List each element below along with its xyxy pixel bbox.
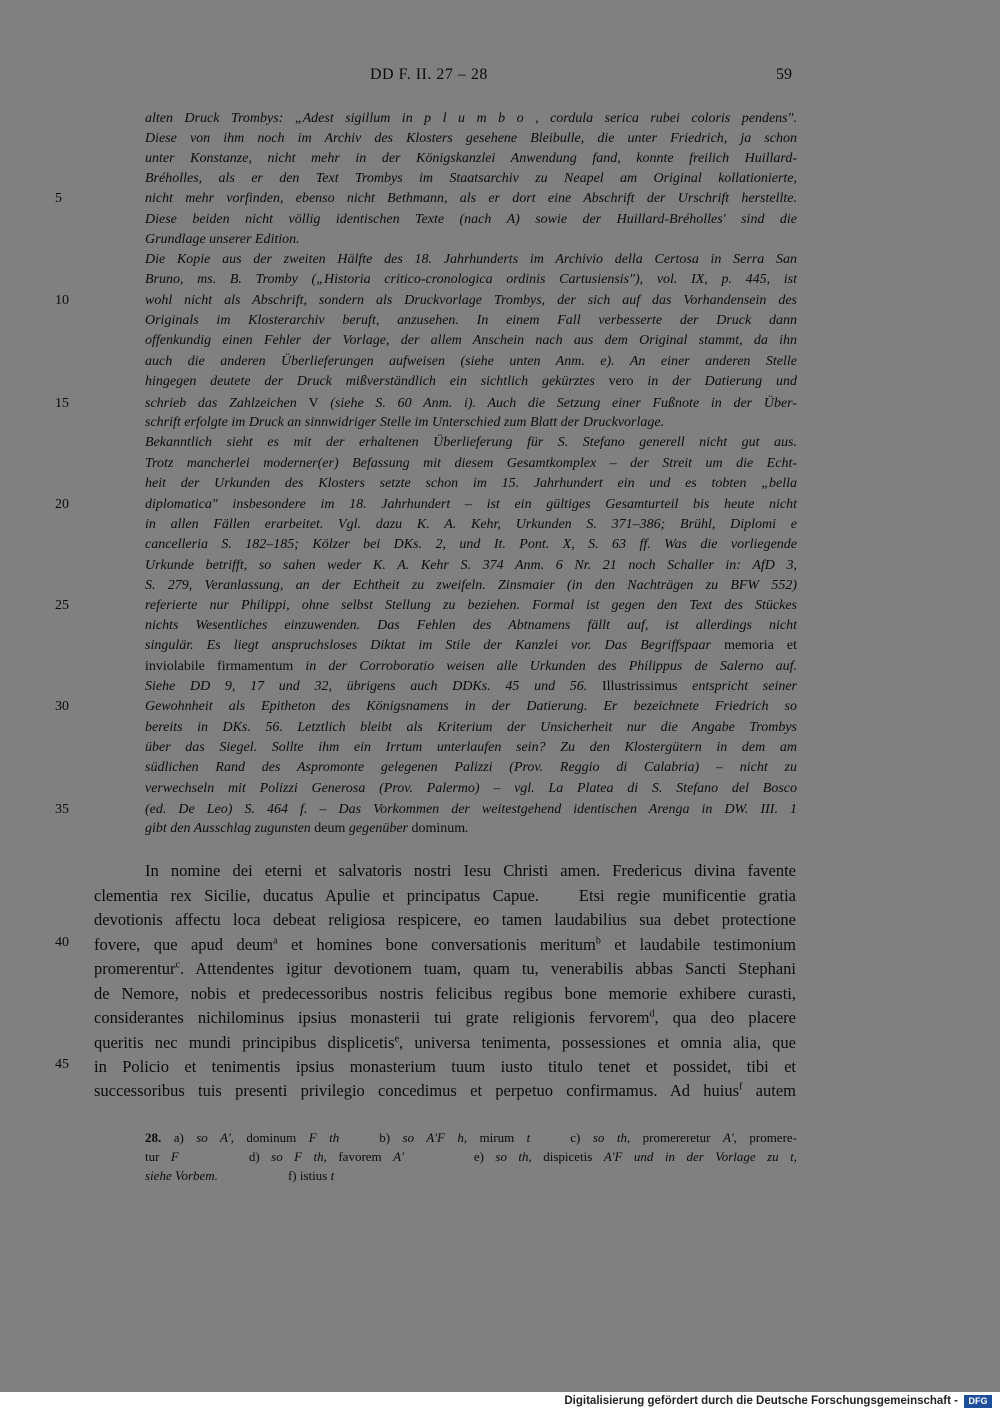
charter-line: fovere, que apud deum$^a$ et homines bone conversationis meritum$^b$ et laudabile testimonium: [94, 935, 796, 954]
commentary-line: singulär. Es liegt anspruchsloses Diktat im Stile der Kanzlei vor. Das Begriffspaar memoria et: [145, 638, 797, 653]
commentary-line: in allen Fällen erarbeitet. Vgl. dazu K. A. Kehr, Urkunden S. 371–386; Brühl, Diplomi e: [145, 517, 797, 532]
page-number: 59: [776, 66, 792, 83]
charter-line: considerantes nichilominus ipsius monasterii tui grate religionis fervorem$^d$, qua deo placere: [94, 1008, 796, 1027]
commentary-line: Siehe DD 9, 17 und 32, übrigens auch DDKs. 45 und 56. Illustrissimus entspricht seiner: [145, 679, 797, 694]
commentary-line: hingegen deutete der Druck mißverständlich ein sichtlich gekürztes vero in der Datierung und: [145, 374, 797, 389]
charter-line: successoribus tuis presenti privilegio concedimus et perpetuo confirmamus. Ad huius$^f$ autem: [94, 1081, 796, 1100]
charter-line: queritis nec mundi principibus displicetis$^e$, universa tenimenta, possessiones et omnia alia, que: [94, 1033, 796, 1052]
line-number: 30: [55, 699, 69, 714]
footnote-line: tur F d) so F th, favorem A' e) so th, dispicetis A'F und in der Vorlage zu t,: [145, 1149, 797, 1164]
commentary-line: Bruno, ms. B. Tromby („Historia critico-cronologica ordinis Cartusiensis"), vol. IX, p. 445, ist: [145, 272, 797, 287]
commentary-line: offenkundig einen Fehler der Vorlage, der allem Anschein nach aus dem Original stammt, da ihn: [145, 333, 797, 348]
funding-notice: Digitalisierung gefördert durch die Deutsche Forschungsgemeinschaft -: [564, 1395, 958, 1407]
footnote-line: siehe Vorbem. f) istius t: [145, 1168, 335, 1183]
line-number: 20: [55, 497, 69, 512]
commentary-line: heit der Urkunden des Klosters setzte schon im 15. Jahrhundert ein und es tobten „bella: [145, 476, 797, 491]
commentary-line: Bekanntlich sieht es mit der erhaltenen Überlieferung für S. Stefano generell nicht gut aus.: [145, 435, 797, 450]
charter-line: in Policio et tenimentis ipsius monasterium tuum iusto titulo tenet et possidet, tibi et: [94, 1057, 796, 1076]
commentary-line: inviolabile firmamentum in der Corroboratio weisen alle Urkunden des Philippus de Salerno auf.: [145, 659, 797, 674]
commentary-line: Bréholles, als er den Text Trombys im Staatsarchiv zu Neapel am Original kollationierte,: [145, 171, 797, 186]
commentary-line: referierte nur Philippi, ohne selbst Stellung zu beziehen. Formal ist gegen den Text des Stückes: [145, 598, 797, 613]
commentary-line: cancelleria S. 182–185; Kölzer bei DKs. 2, und It. Pont. X, S. 63 ff. Was die vorliegende: [145, 537, 797, 552]
commentary-line: schrift erfolgte im Druck an sinnwidriger Stelle im Unterschied zum Blatt der Druckvorlage.: [145, 415, 665, 430]
line-number: 45: [55, 1057, 69, 1072]
line-number: 25: [55, 598, 69, 613]
line-number: 40: [55, 935, 69, 950]
charter-line: In nomine dei eterni et salvatoris nostri Iesu Christi amen. Fredericus divina favente: [145, 861, 796, 880]
commentary-line: Die Kopie aus der zweiten Hälfte des 18. Jahrhunderts im Archivio della Certosa in Serra San: [145, 252, 797, 267]
line-number: 35: [55, 802, 69, 817]
charter-line: promerentur$^c$. Attendentes igitur devotionem tuam, quam tu, venerabilis abbas Sancti Stephani: [94, 959, 796, 978]
commentary-line: (ed. De Leo) S. 464 f. – Das Vorkommen der weitestgehend identischen Arenga in DW. III. 1: [145, 802, 797, 817]
line-number: 5: [55, 191, 62, 206]
line-number: 10: [55, 293, 69, 308]
commentary-line: nicht mehr vorfinden, ebenso nicht Bethmann, als er dort eine Abschrift der Urschrift herstellte.: [145, 191, 797, 206]
commentary-line: Diese von ihm noch im Archiv des Klosters gesehene Bleibulle, die unter Friedrich, ja schon: [145, 131, 797, 146]
commentary-line: auch die anderen Überlieferungen aufweisen (siehe unten Anm. e). An einer anderen Stelle: [145, 354, 797, 369]
commentary-line: S. 279, Veranlassung, an der Echtheit zu zweifeln. Zinsmaier (in den Nachträgen zu BFW 552): [145, 578, 797, 593]
commentary-line: diplomatica" insbesondere im 18. Jahrhundert – ist ein gültiges Gesamturteil bis heute nicht: [145, 497, 797, 512]
commentary-line: gibt den Ausschlag zugunsten deum gegenüber dominum.: [145, 821, 469, 836]
commentary-line: alten Druck Trombys: „Adest sigillum in p l u m b o , cordula serica rubei coloris pendens".: [145, 111, 797, 126]
commentary-line: schrieb das Zahlzeichen V (siehe S. 60 Anm. i). Auch die Setzung einer Fußnote in der Über-: [145, 396, 797, 411]
commentary-line: Originals im Klosterarchiv beruft, anzusehen. In einem Fall verbesserte der Druck dann: [145, 313, 797, 328]
charter-line: de Nemore, nobis et predecessoribus nostris felicibus regibus bone memorie exhibere curasti,: [94, 984, 796, 1003]
line-number: 15: [55, 396, 69, 411]
commentary-line: Trotz mancherlei moderner(er) Befassung mit diesem Gesamtkomplex – der Streit um die Echt-: [145, 456, 797, 471]
commentary-line: Urkunde betrifft, so sahen weder K. A. Kehr S. 374 Anm. 6 Nr. 21 noch Schaller in: AfD 3,: [145, 558, 797, 573]
dfg-logo-icon: DFG: [964, 1395, 992, 1408]
charter-line: clementia rex Sicilie, ducatus Apulie et principatus Capue. Etsi regie munificentie gratia: [94, 886, 797, 905]
commentary-line: südlichen Rand des Aspromonte gelegenen Palizzi (Prov. Reggio di Calabria) – nicht zu: [145, 760, 797, 775]
footnote-line: 28. a) so A', dominum F th b) so A'F h, mirum t c) so th, promereretur A', promere-: [145, 1130, 798, 1145]
commentary-line: nichts Wesentliches einzuwenden. Das Fehlen des Abtnamens fällt auf, ist allerdings nicht: [145, 618, 797, 633]
commentary-line: über das Siegel. Sollte ihm ein Irrtum unterlaufen sein? Zu den Klostergütern in dem am: [145, 740, 797, 755]
commentary-line: unter Konstanze, nicht mehr in der Königskanzlei Anwendung fand, konnte freilich Huillard-: [145, 151, 797, 166]
commentary-line: Diese beiden nicht völlig identischen Texte (nach A) sowie der Huillard-Bréholles' sind die: [145, 212, 797, 227]
commentary-line: wohl nicht als Abschrift, sondern als Druckvorlage Trombys, der sich auf das Vorhandensein des: [145, 293, 797, 308]
digitization-footer: [0, 1392, 1000, 1411]
commentary-line: verwechseln mit Polizzi Generosa (Prov. Palermo) – vgl. La Platea di S. Stefano del Bosco: [145, 781, 797, 796]
commentary-line: Gewohnheit als Epitheton des Königsnamens in der Datierung. Er bezeichnete Friedrich so: [145, 699, 797, 714]
commentary-line: bereits in DKs. 56. Letztlich bleibt als Kriterium der Unsicherheit nur die Angabe Trombys: [145, 720, 797, 735]
running-header: DD F. II. 27 – 28: [370, 66, 488, 83]
commentary-line: Grundlage unserer Edition.: [145, 232, 300, 247]
charter-line: devotionis affectu loca debeat religiosa respicere, eo tamen laudabilius sua debet protectione: [94, 910, 796, 929]
